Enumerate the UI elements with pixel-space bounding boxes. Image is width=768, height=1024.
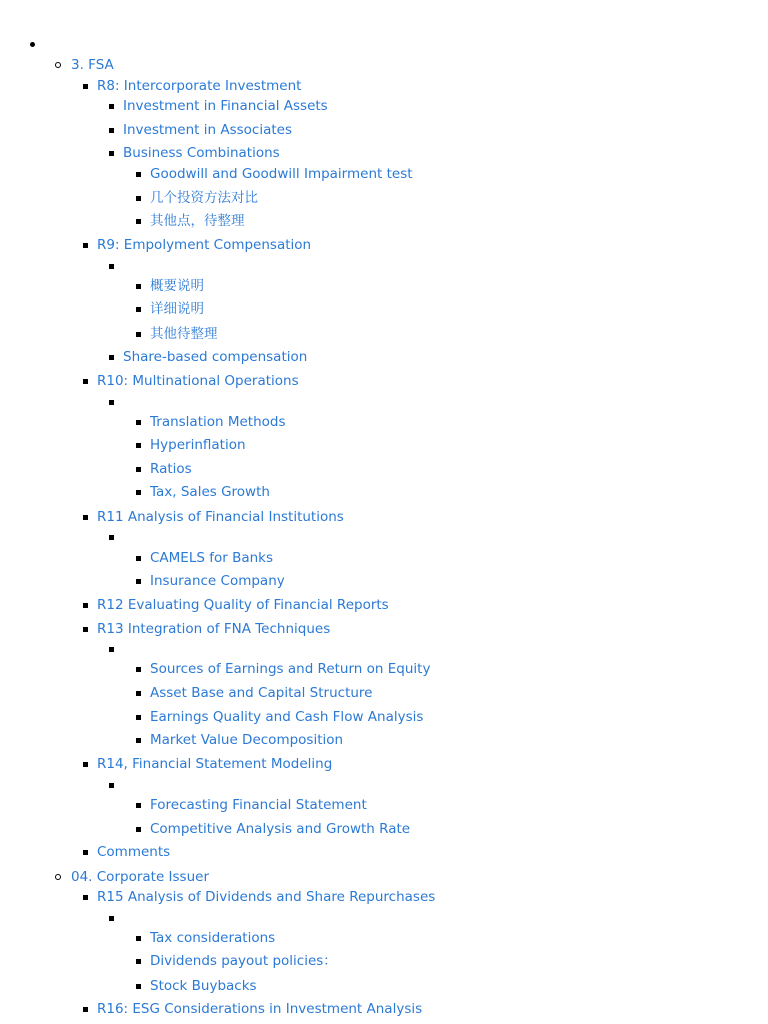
list-bullet xyxy=(83,762,88,767)
toc-item-r10 xyxy=(97,372,299,390)
list-bullet xyxy=(136,307,141,312)
toc-item-forecasting xyxy=(150,796,367,814)
toc-item-financial-assets xyxy=(123,97,328,115)
toc-item-r11 xyxy=(97,508,344,526)
list-bullet xyxy=(55,62,61,68)
toc-link-camels[interactable]: CAMELS for Banks xyxy=(150,550,274,566)
toc-link-r15[interactable]: R15 Analysis of Dividends and Share Repurchases xyxy=(97,889,436,905)
list-bullet xyxy=(83,627,88,632)
toc-link-pending[interactable]: 其他待整理 xyxy=(150,326,218,342)
list-bullet xyxy=(83,515,88,520)
list-bullet xyxy=(136,715,141,720)
toc-item-r16 xyxy=(97,1000,422,1018)
list-bullet xyxy=(136,284,141,289)
toc-link-r14[interactable]: R14, Financial Statement Modeling xyxy=(97,756,333,772)
toc-link-competitive[interactable]: Competitive Analysis and Growth Rate xyxy=(150,821,411,837)
toc-link-details[interactable]: 详细说明 xyxy=(150,301,204,317)
toc-item-stock-buybacks xyxy=(150,977,257,995)
list-bullet xyxy=(136,172,141,177)
toc-link-financial-assets[interactable]: Investment in Financial Assets xyxy=(123,98,328,114)
toc-link-stock-buybacks[interactable]: Stock Buybacks xyxy=(150,978,257,994)
toc-link-hyperinflation[interactable]: Hyperinflation xyxy=(150,437,246,453)
toc-link-r9[interactable]: R9: Empolyment Compensation xyxy=(97,237,312,253)
list-bullet xyxy=(136,667,141,672)
toc-link-translation[interactable]: Translation Methods xyxy=(150,414,286,430)
list-bullet xyxy=(109,151,114,156)
toc-link-corporate-issuer[interactable]: 04. Corporate Issuer xyxy=(71,869,209,885)
list-bullet xyxy=(55,874,61,880)
list-bullet xyxy=(83,379,88,384)
list-bullet xyxy=(136,579,141,584)
toc-link-sources-earnings[interactable]: Sources of Earnings and Return on Equity xyxy=(150,661,431,677)
list-bullet xyxy=(136,803,141,808)
toc-link-other-points[interactable]: 其他点，待整理 xyxy=(150,213,245,229)
list-bullet xyxy=(109,783,114,788)
toc-link-share-based[interactable]: Share-based compensation xyxy=(123,349,308,365)
toc-link-r16[interactable]: R16: ESG Considerations in Investment Analysis xyxy=(97,1001,423,1017)
toc-link-r10[interactable]: R10: Multinational Operations xyxy=(97,373,299,389)
list-bullet xyxy=(136,219,141,224)
list-bullet xyxy=(136,196,141,201)
toc-item-pending xyxy=(150,325,218,343)
toc-item-business-combinations xyxy=(123,144,280,162)
toc-item-asset-base xyxy=(150,684,372,702)
toc-item-share-based xyxy=(123,348,307,366)
toc-item-r13 xyxy=(97,620,330,638)
list-bullet xyxy=(136,443,141,448)
toc-link-r12[interactable]: R12 Evaluating Quality of Financial Reports xyxy=(97,597,389,613)
toc-link-goodwill[interactable]: Goodwill and Goodwill Impairment test xyxy=(150,166,413,182)
list-bullet xyxy=(136,827,141,832)
toc-link-r8[interactable]: R8: Intercorporate Investment xyxy=(97,78,302,94)
list-bullet xyxy=(109,128,114,133)
list-bullet xyxy=(136,490,141,495)
toc-link-r13[interactable]: R13 Integration of FNA Techniques xyxy=(97,621,331,637)
list-bullet xyxy=(109,355,114,360)
list-bullet xyxy=(83,243,88,248)
toc-item-hyperinflation xyxy=(150,436,246,454)
toc-item-tax-considerations xyxy=(150,929,275,947)
toc-link-market-value[interactable]: Market Value Decomposition xyxy=(150,732,344,748)
toc-item-insurance xyxy=(150,572,285,590)
toc-item-dividends-payout xyxy=(150,952,337,970)
toc-link-comments[interactable]: Comments xyxy=(97,844,171,860)
list-bullet xyxy=(109,400,114,405)
list-bullet xyxy=(83,84,88,89)
list-bullet xyxy=(109,535,114,540)
toc-link-methods-compare[interactable]: 几个投资方法对比 xyxy=(150,190,258,206)
toc-item-market-value xyxy=(150,731,343,749)
list-bullet xyxy=(136,691,141,696)
list-bullet xyxy=(83,895,88,900)
toc-link-associates[interactable]: Investment in Associates xyxy=(123,122,292,138)
toc-link-fsa[interactable]: 3. FSA xyxy=(71,57,114,73)
toc-link-tax-considerations[interactable]: Tax considerations xyxy=(150,930,276,946)
toc-item-other-points xyxy=(150,212,245,230)
toc-item-tax-sales xyxy=(150,483,270,501)
toc-item-fsa xyxy=(71,56,114,74)
toc-item-r12 xyxy=(97,596,389,614)
toc-link-asset-base[interactable]: Asset Base and Capital Structure xyxy=(150,685,373,701)
toc-item-r9 xyxy=(97,236,311,254)
list-bullet xyxy=(136,738,141,743)
toc-item-r14 xyxy=(97,755,332,773)
toc-item-sources-earnings xyxy=(150,660,430,678)
list-bullet xyxy=(136,420,141,425)
toc-link-dividends-payout[interactable]: Dividends payout policies： xyxy=(150,953,337,969)
list-bullet xyxy=(83,603,88,608)
toc-link-forecasting[interactable]: Forecasting Financial Statement xyxy=(150,797,367,813)
toc-link-insurance[interactable]: Insurance Company xyxy=(150,573,285,589)
list-bullet xyxy=(136,959,141,964)
toc-item-earnings-quality xyxy=(150,708,423,726)
toc-item-corporate-issuer xyxy=(71,868,209,886)
list-bullet xyxy=(109,916,114,921)
toc-link-tax-sales[interactable]: Tax, Sales Growth xyxy=(150,484,270,500)
list-bullet xyxy=(30,42,35,47)
toc-item-associates xyxy=(123,121,292,139)
toc-item-camels xyxy=(150,549,273,567)
toc-link-overview[interactable]: 概要说明 xyxy=(150,278,204,294)
list-bullet xyxy=(83,850,88,855)
toc-item-comments xyxy=(97,843,170,861)
list-bullet xyxy=(109,647,114,652)
toc-item-details xyxy=(150,300,204,318)
list-bullet xyxy=(109,264,114,269)
toc-link-r11[interactable]: R11 Analysis of Financial Institutions xyxy=(97,509,344,525)
toc-link-ratios[interactable]: Ratios xyxy=(150,461,192,477)
list-bullet xyxy=(136,467,141,472)
list-bullet xyxy=(136,332,141,337)
toc-item-translation xyxy=(150,413,286,431)
list-bullet xyxy=(109,104,114,109)
toc-item-r8 xyxy=(97,77,301,95)
toc-item-goodwill xyxy=(150,165,413,183)
list-bullet xyxy=(83,1007,88,1012)
toc-item-methods-compare xyxy=(150,189,258,207)
toc-link-earnings-quality[interactable]: Earnings Quality and Cash Flow Analysis xyxy=(150,709,424,725)
list-bullet xyxy=(136,556,141,561)
list-bullet xyxy=(136,936,141,941)
toc-item-competitive xyxy=(150,820,410,838)
toc-item-ratios xyxy=(150,460,192,478)
toc-item-r15 xyxy=(97,888,435,906)
toc-link-business-combinations[interactable]: Business Combinations xyxy=(123,145,280,161)
list-bullet xyxy=(136,984,141,989)
toc-item-overview xyxy=(150,277,204,295)
